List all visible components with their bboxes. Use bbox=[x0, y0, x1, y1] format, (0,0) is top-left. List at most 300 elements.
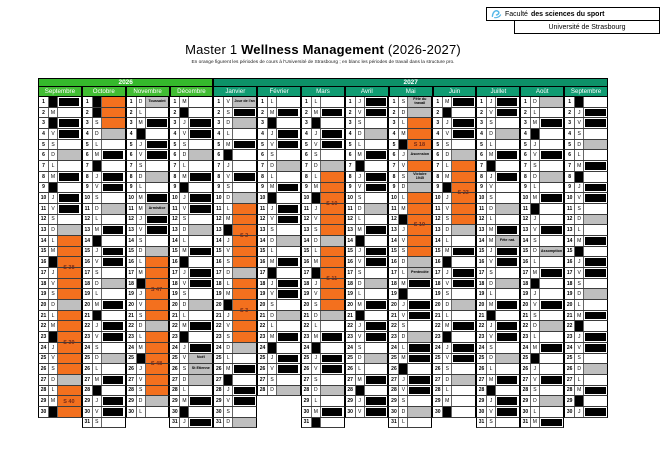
day-row bbox=[476, 193, 520, 204]
day-content bbox=[277, 150, 300, 160]
day-letter: D bbox=[487, 354, 496, 364]
day-letter: L bbox=[268, 247, 277, 257]
day-row bbox=[564, 364, 608, 375]
day-number: 19 bbox=[214, 289, 224, 299]
day-row bbox=[564, 289, 608, 300]
day-row bbox=[476, 332, 520, 343]
day-content bbox=[189, 257, 212, 267]
day-number: 8 bbox=[127, 172, 137, 182]
day-content bbox=[452, 354, 475, 364]
black-bar bbox=[497, 98, 517, 106]
day-letter: J bbox=[487, 396, 496, 406]
day-row bbox=[169, 268, 213, 279]
month-header-mai: Mai bbox=[389, 87, 433, 97]
day-content bbox=[233, 108, 256, 118]
month-column-mars-2027 bbox=[301, 97, 345, 428]
day-content bbox=[540, 247, 563, 257]
day-row bbox=[520, 418, 564, 429]
faculty-label-bold: des sciences du sport bbox=[530, 10, 605, 18]
black-bar bbox=[453, 280, 473, 288]
black-bar bbox=[190, 269, 210, 277]
day-letter: L bbox=[443, 161, 452, 171]
day-letter: L bbox=[487, 140, 496, 150]
day-row bbox=[301, 193, 345, 204]
day-row bbox=[38, 204, 82, 215]
day-number: 25 bbox=[258, 354, 268, 364]
day-number: 11 bbox=[127, 204, 137, 214]
day-number: 28 bbox=[433, 386, 443, 396]
day-letter: D bbox=[49, 150, 58, 160]
day-content bbox=[584, 311, 607, 321]
day-content bbox=[58, 407, 81, 417]
day-content bbox=[584, 247, 607, 257]
day-letter bbox=[224, 375, 233, 385]
day-letter: V bbox=[224, 172, 233, 182]
day-letter: S bbox=[531, 161, 540, 171]
day-content bbox=[496, 343, 519, 353]
day-row bbox=[38, 257, 82, 268]
day-row bbox=[520, 279, 564, 290]
day-letter: S bbox=[575, 279, 584, 289]
day-letter: J bbox=[575, 257, 584, 267]
day-content bbox=[58, 257, 81, 267]
day-number: 29 bbox=[39, 396, 49, 406]
day-row bbox=[432, 279, 476, 290]
day-letter: L bbox=[93, 289, 102, 299]
day-number: 22 bbox=[170, 321, 180, 331]
day-number: 7 bbox=[565, 161, 575, 171]
day-letter: J bbox=[49, 268, 58, 278]
black-bar bbox=[453, 119, 473, 127]
day-content bbox=[233, 97, 256, 107]
day-content bbox=[408, 225, 431, 235]
black-bar bbox=[234, 173, 254, 181]
day-row bbox=[301, 279, 345, 290]
day-content bbox=[408, 108, 431, 118]
day-content bbox=[321, 108, 344, 118]
day-number: 25 bbox=[39, 354, 49, 364]
day-row bbox=[169, 140, 213, 151]
day-letter: J bbox=[487, 321, 496, 331]
day-letter: D bbox=[399, 108, 408, 118]
day-row bbox=[213, 118, 257, 129]
day-row bbox=[564, 300, 608, 311]
day-letter: L bbox=[399, 193, 408, 203]
day-content bbox=[365, 247, 388, 257]
black-bar bbox=[497, 322, 517, 330]
black-bar bbox=[366, 397, 386, 405]
day-row bbox=[432, 375, 476, 386]
day-row bbox=[476, 311, 520, 322]
day-number: 10 bbox=[39, 193, 49, 203]
day-content bbox=[321, 300, 344, 310]
black-bar bbox=[366, 98, 386, 106]
day-content bbox=[584, 386, 607, 396]
black-bar bbox=[190, 194, 210, 202]
day-content bbox=[496, 375, 519, 385]
day-row bbox=[257, 268, 301, 279]
day-row bbox=[213, 311, 257, 322]
day-number: 22 bbox=[127, 321, 137, 331]
day-number: 7 bbox=[521, 161, 531, 171]
black-bar bbox=[541, 226, 562, 234]
day-letter: J bbox=[137, 215, 146, 225]
day-number: 27 bbox=[346, 375, 356, 385]
day-row bbox=[564, 343, 608, 354]
day-content bbox=[408, 140, 431, 150]
day-number: 23 bbox=[346, 332, 356, 342]
day-content bbox=[189, 354, 212, 364]
day-number: 11 bbox=[433, 204, 443, 214]
day-content bbox=[496, 289, 519, 299]
day-letter: L bbox=[443, 236, 452, 246]
day-number: 4 bbox=[433, 129, 443, 139]
empty-days-filler bbox=[345, 418, 389, 429]
day-content bbox=[102, 193, 125, 203]
day-content bbox=[146, 332, 169, 342]
black-bar bbox=[147, 141, 167, 149]
day-row bbox=[520, 150, 564, 161]
black-bar bbox=[497, 151, 517, 159]
black-bar bbox=[322, 408, 342, 416]
day-row bbox=[388, 118, 432, 129]
day-number: 11 bbox=[565, 204, 575, 214]
day-number: 22 bbox=[389, 321, 399, 331]
week-number-label: S 23 bbox=[457, 190, 469, 197]
day-content bbox=[365, 215, 388, 225]
day-content bbox=[277, 140, 300, 150]
day-content bbox=[102, 300, 125, 310]
day-content bbox=[496, 354, 519, 364]
day-letter: V bbox=[487, 108, 496, 118]
day-row bbox=[476, 172, 520, 183]
day-row bbox=[476, 236, 520, 247]
day-number: 6 bbox=[477, 150, 487, 160]
day-row bbox=[476, 289, 520, 300]
day-letter: S bbox=[487, 418, 496, 428]
black-bar bbox=[366, 408, 386, 416]
day-row bbox=[564, 396, 608, 407]
day-content bbox=[452, 183, 475, 193]
day-number: 4 bbox=[127, 129, 137, 139]
day-content bbox=[452, 332, 475, 342]
black-bar bbox=[190, 119, 210, 127]
day-letter: V bbox=[487, 407, 496, 417]
day-content bbox=[233, 407, 256, 417]
day-number: 20 bbox=[83, 300, 93, 310]
day-letter: D bbox=[180, 225, 189, 235]
day-content bbox=[58, 332, 81, 342]
day-row bbox=[476, 268, 520, 279]
day-content bbox=[277, 375, 300, 385]
day-content bbox=[540, 236, 563, 246]
day-content bbox=[277, 268, 300, 278]
day-row bbox=[126, 129, 170, 140]
day-content bbox=[365, 161, 388, 171]
day-content bbox=[58, 289, 81, 299]
day-letter: S bbox=[531, 386, 540, 396]
day-row bbox=[257, 215, 301, 226]
day-row bbox=[38, 225, 82, 236]
day-number: 22 bbox=[39, 321, 49, 331]
black-bar bbox=[585, 184, 605, 192]
black-bar bbox=[541, 269, 562, 277]
day-number: 8 bbox=[39, 172, 49, 182]
day-number: 2 bbox=[521, 108, 531, 118]
day-number: 8 bbox=[214, 172, 224, 182]
day-number: 28 bbox=[565, 386, 575, 396]
day-letter: J bbox=[180, 193, 189, 203]
day-number: 25 bbox=[565, 354, 575, 364]
month-header-avril: Avril bbox=[345, 87, 389, 97]
day-content bbox=[102, 289, 125, 299]
day-row bbox=[301, 289, 345, 300]
day-row bbox=[564, 118, 608, 129]
day-number: 4 bbox=[477, 129, 487, 139]
black-bar bbox=[497, 301, 517, 309]
day-row bbox=[82, 172, 126, 183]
day-content bbox=[146, 247, 169, 257]
day-number: 17 bbox=[39, 268, 49, 278]
day-letter: J bbox=[443, 268, 452, 278]
day-content bbox=[321, 97, 344, 107]
day-letter: M bbox=[224, 364, 233, 374]
day-number: 31 bbox=[477, 418, 487, 428]
day-letter bbox=[575, 172, 584, 182]
day-letter bbox=[49, 257, 58, 267]
day-content bbox=[146, 172, 169, 182]
day-row bbox=[38, 321, 82, 332]
day-content bbox=[496, 386, 519, 396]
day-letter: S bbox=[137, 386, 146, 396]
day-row bbox=[476, 183, 520, 194]
day-letter bbox=[49, 332, 58, 342]
day-number: 15 bbox=[565, 247, 575, 257]
empty-days-filler bbox=[126, 418, 170, 429]
day-letter: J bbox=[312, 279, 321, 289]
day-content bbox=[452, 129, 475, 139]
day-row bbox=[476, 97, 520, 108]
day-letter: S bbox=[399, 172, 408, 182]
day-content bbox=[452, 247, 475, 257]
day-row bbox=[388, 354, 432, 365]
black-bar bbox=[278, 333, 298, 341]
day-row bbox=[301, 108, 345, 119]
day-content bbox=[146, 161, 169, 171]
day-number: 6 bbox=[83, 150, 93, 160]
day-letter bbox=[180, 407, 189, 417]
day-content bbox=[321, 236, 344, 246]
day-letter: J bbox=[356, 172, 365, 182]
day-letter: S bbox=[180, 289, 189, 299]
day-row bbox=[301, 204, 345, 215]
day-letter: D bbox=[224, 343, 233, 353]
day-row bbox=[169, 215, 213, 226]
day-number: 4 bbox=[170, 129, 180, 139]
day-content bbox=[408, 418, 431, 428]
day-content bbox=[496, 150, 519, 160]
day-content bbox=[277, 225, 300, 235]
day-row bbox=[213, 268, 257, 279]
day-number: 20 bbox=[39, 300, 49, 310]
day-content bbox=[277, 118, 300, 128]
day-content bbox=[365, 204, 388, 214]
day-letter: L bbox=[487, 215, 496, 225]
day-letter: V bbox=[487, 183, 496, 193]
day-number: 14 bbox=[83, 236, 93, 246]
day-letter: V bbox=[356, 257, 365, 267]
day-row bbox=[82, 354, 126, 365]
month-column-mai-2027 bbox=[388, 97, 432, 428]
day-number: 6 bbox=[214, 150, 224, 160]
day-number: 15 bbox=[39, 247, 49, 257]
day-letter: M bbox=[531, 268, 540, 278]
day-number: 25 bbox=[477, 354, 487, 364]
day-letter: S bbox=[137, 311, 146, 321]
day-row bbox=[38, 268, 82, 279]
day-content bbox=[408, 193, 431, 203]
day-content bbox=[58, 204, 81, 214]
day-letter: L bbox=[531, 332, 540, 342]
day-number: 12 bbox=[389, 215, 399, 225]
day-content bbox=[58, 354, 81, 364]
day-row bbox=[257, 300, 301, 311]
day-number: 31 bbox=[214, 418, 224, 428]
day-letter bbox=[399, 364, 408, 374]
day-row bbox=[213, 407, 257, 418]
day-number: 8 bbox=[83, 172, 93, 182]
day-content bbox=[452, 257, 475, 267]
day-letter: V bbox=[531, 150, 540, 160]
day-letter bbox=[93, 386, 102, 396]
black-bar bbox=[278, 258, 298, 266]
black-bar bbox=[541, 301, 562, 309]
day-content bbox=[452, 118, 475, 128]
day-number: 27 bbox=[39, 375, 49, 385]
day-letter: D bbox=[531, 321, 540, 331]
day-letter: D bbox=[443, 225, 452, 235]
day-row bbox=[345, 140, 389, 151]
day-row bbox=[126, 97, 170, 108]
day-letter: L bbox=[487, 364, 496, 374]
day-number: 27 bbox=[433, 375, 443, 385]
day-row bbox=[82, 407, 126, 418]
day-number: 30 bbox=[477, 407, 487, 417]
day-content bbox=[321, 321, 344, 331]
day-letter: S bbox=[312, 375, 321, 385]
day-content bbox=[452, 161, 475, 171]
day-content bbox=[584, 289, 607, 299]
day-letter bbox=[399, 289, 408, 299]
day-content bbox=[102, 161, 125, 171]
day-content bbox=[408, 97, 431, 107]
day-content bbox=[321, 332, 344, 342]
black-bar bbox=[322, 333, 342, 341]
black-bar bbox=[103, 151, 123, 159]
day-letter: M bbox=[487, 150, 496, 160]
black-bar bbox=[278, 216, 298, 224]
day-letter: D bbox=[487, 204, 496, 214]
day-number: 20 bbox=[477, 300, 487, 310]
day-row bbox=[169, 108, 213, 119]
day-row bbox=[213, 236, 257, 247]
day-row bbox=[257, 129, 301, 140]
day-number: 7 bbox=[302, 161, 312, 171]
day-content bbox=[102, 386, 125, 396]
day-content bbox=[146, 257, 169, 267]
day-number: 5 bbox=[433, 140, 443, 150]
day-letter: L bbox=[443, 386, 452, 396]
day-letter: M bbox=[356, 300, 365, 310]
day-content bbox=[452, 140, 475, 150]
black-bar bbox=[59, 119, 79, 127]
day-row bbox=[38, 108, 82, 119]
month-header-octobre: Octobre bbox=[82, 87, 126, 97]
holiday-label: Armistice bbox=[148, 205, 166, 210]
day-number: 14 bbox=[565, 236, 575, 246]
day-letter: M bbox=[399, 354, 408, 364]
day-content bbox=[189, 375, 212, 385]
day-content bbox=[408, 386, 431, 396]
day-letter: S bbox=[443, 364, 452, 374]
day-content bbox=[496, 140, 519, 150]
day-content bbox=[408, 257, 431, 267]
day-row bbox=[520, 236, 564, 247]
day-letter: S bbox=[49, 364, 58, 374]
day-row bbox=[126, 247, 170, 258]
day-letter: L bbox=[137, 257, 146, 267]
day-letter: L bbox=[49, 311, 58, 321]
day-content bbox=[408, 183, 431, 193]
day-letter bbox=[312, 118, 321, 128]
day-row bbox=[126, 257, 170, 268]
day-row bbox=[82, 396, 126, 407]
day-content bbox=[496, 364, 519, 374]
day-number: 6 bbox=[346, 150, 356, 160]
day-letter bbox=[49, 118, 58, 128]
black-bar bbox=[147, 194, 167, 202]
day-number: 24 bbox=[258, 343, 268, 353]
day-number: 28 bbox=[127, 386, 137, 396]
day-row bbox=[432, 386, 476, 397]
day-letter: V bbox=[356, 407, 365, 417]
day-number: 6 bbox=[170, 150, 180, 160]
day-content bbox=[408, 236, 431, 246]
days-area bbox=[38, 97, 608, 428]
day-row bbox=[213, 332, 257, 343]
day-letter: D bbox=[443, 150, 452, 160]
day-number: 7 bbox=[170, 161, 180, 171]
day-row bbox=[169, 289, 213, 300]
day-letter: V bbox=[312, 289, 321, 299]
day-content bbox=[102, 140, 125, 150]
day-row bbox=[257, 257, 301, 268]
day-letter: S bbox=[137, 236, 146, 246]
day-row bbox=[169, 418, 213, 429]
day-row bbox=[82, 375, 126, 386]
day-row bbox=[432, 183, 476, 194]
day-number: 11 bbox=[83, 204, 93, 214]
day-letter: V bbox=[180, 204, 189, 214]
day-content bbox=[58, 386, 81, 396]
day-content bbox=[146, 183, 169, 193]
day-row bbox=[388, 418, 432, 429]
day-number: 23 bbox=[565, 332, 575, 342]
day-content bbox=[365, 386, 388, 396]
day-content bbox=[58, 108, 81, 118]
day-row bbox=[126, 183, 170, 194]
black-bar bbox=[409, 344, 429, 352]
